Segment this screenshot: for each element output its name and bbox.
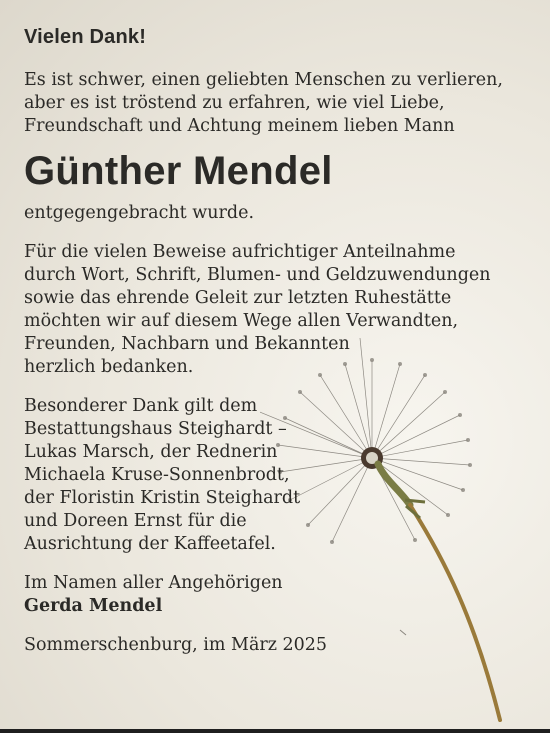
special-thanks-line: Bestattungshaus Steighardt – <box>24 419 287 439</box>
special-thanks-line: Michaela Kruse-Sonnenbrodt, <box>24 465 290 485</box>
thanks-line: Freunden, Nachbarn und Bekannten <box>24 334 350 354</box>
place-date: Sommerschenburg, im März 2025 <box>24 635 328 655</box>
special-thanks-line: Besonderer Dank gilt dem <box>24 396 258 416</box>
heading: Vielen Dank! <box>24 26 147 48</box>
bottom-border <box>0 729 550 733</box>
thanks-line: herzlich bedanken. <box>24 357 194 377</box>
intro-line: Freundschaft und Achtung meinem lieben Mann <box>24 116 455 136</box>
deceased-name: Günther Mendel <box>24 149 333 193</box>
thanks-line: durch Wort, Schrift, Blumen- und Geldzuwendungen <box>24 265 491 285</box>
signer-name: Gerda Mendel <box>24 596 163 616</box>
intro-line: Es ist schwer, einen geliebten Menschen zu verlieren, <box>24 70 503 90</box>
thanks-line: Für die vielen Beweise aufrichtiger Anteilnahme <box>24 242 456 262</box>
after-name-text: entgegengebracht wurde. <box>24 203 255 223</box>
thanks-paragraph <box>24 241 524 379</box>
thanks-line: möchten wir auf diesem Wege allen Verwandten, <box>24 311 459 331</box>
special-thanks-line: Lukas Marsch, der Rednerin <box>24 442 278 462</box>
signature-block <box>24 572 524 618</box>
special-thanks-line: und Doreen Ernst für die <box>24 511 247 531</box>
special-thanks-paragraph <box>24 395 524 556</box>
special-thanks-line: der Floristin Kristin Steighardt <box>24 488 301 508</box>
on-behalf-text: Im Namen aller Angehörigen <box>24 573 283 593</box>
intro-paragraph <box>24 69 524 138</box>
thanks-line: sowie das ehrende Geleit zur letzten Ruhestätte <box>24 288 452 308</box>
text-column <box>24 26 524 657</box>
special-thanks-line: Ausrichtung der Kaffeetafel. <box>24 534 276 554</box>
intro-line: aber es ist tröstend zu erfahren, wie viel Liebe, <box>24 93 445 113</box>
